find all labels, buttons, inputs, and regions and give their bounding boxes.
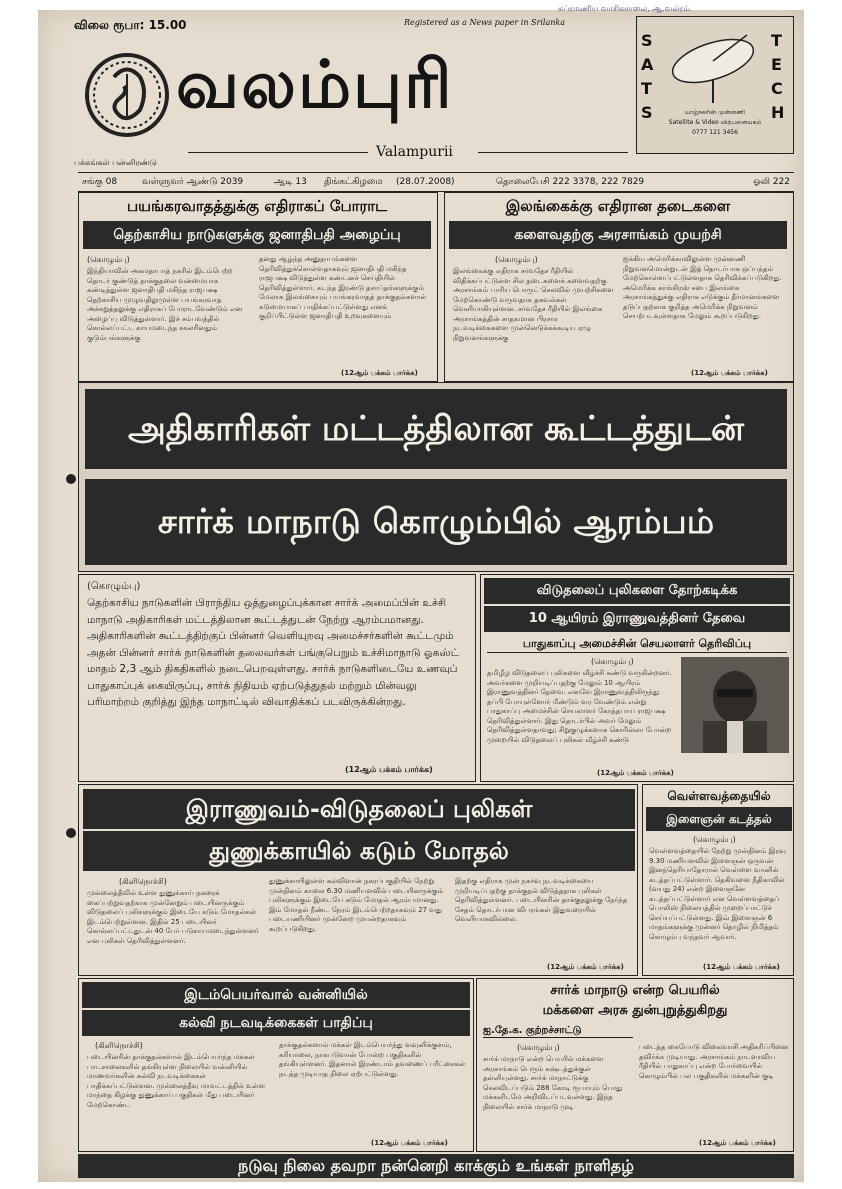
lead-story-body bbox=[78, 574, 476, 782]
story2-headline2: களைவதற்கு அரசாங்கம் முயற்சி bbox=[449, 221, 787, 249]
story7-dateline: (கொழும்பு) bbox=[517, 1043, 560, 1052]
story3-headline2: 10 ஆயிரம் இராணுவத்தினர் தேவை bbox=[484, 606, 790, 632]
story2-dateline: (கொழும்பு) bbox=[495, 255, 538, 264]
story3-dateline: (கொழும்பு) bbox=[591, 657, 634, 666]
price-label: விலை ரூபா: 15.00 bbox=[74, 18, 187, 32]
registered-note: Registered as a News paper in Srilanka bbox=[404, 18, 566, 27]
story6-col2: தாக்குதல்களால் மக்கள் இடம்பெயர்ந்து வவுனிக்குளம், கரியாலை, நாகபடுவான் போன்ற பகுதிகளில் தங்கியுள்ளனர். இதனால் இரண்டாம் தவணைப் பரீட்சைகள் நடத்த முடியாத நிலை ஏற்பட்டுள்ளது. bbox=[279, 1041, 466, 1078]
lead-dateline: (கொழும்பு) bbox=[87, 581, 141, 592]
story2-continued: (12ஆம் பக்கம் பார்க்க) bbox=[691, 369, 768, 377]
story1-col2: தனது ஆழ்ந்த அனுதாபங்களை தெரிவித்துக்கொள்வதாகவும் ஜனாதிபதி மகிந்த ராஜபக்ஷ விடுத்துள்ள கண்டனச் செய்தியில் தெரிவித்துள்ளார். கடந்த இரண்டு தசாப்தங்களுக்கும் மேலாக இலங்கையும் பயங்கரவாதத் தாக்குதல்களால் கடுமையாகப் பாதிக்கப்பட்டுள்ளது எனக் குறிப்பிட்டுள்ள ஜனாதிபதி உறவுகளையும் bbox=[259, 255, 427, 320]
story3-headline1: விடுதலைப் புலிகளை தோற்கடிக்க bbox=[484, 578, 790, 604]
story-education bbox=[78, 978, 474, 1152]
sats-tech-ad bbox=[636, 16, 794, 154]
phone-numbers: தொலைபேசி 222 3378, 222 7829 bbox=[496, 177, 645, 187]
story-ltte-troops bbox=[480, 574, 794, 782]
story7-col1: சார்க் மாநாடு என்ற பெயரில் மக்களை அரசாங்கம் பெரும் கஷ்டத்துக்குள் தள்ளியுள்ளது. சார்க் மாநாட்டுக்கு செலவிடப்படும் 288 கோடி ரூபாயும் பொது மக்களிடமே அறிவிடப்படவுள்ளது. இந்த நிலையில் சார்க் மாநாடு முடி bbox=[483, 1055, 623, 1111]
lead-headline2: சார்க் மாநாடு கொழும்பில் ஆரம்பம் bbox=[85, 479, 787, 565]
story3-subhead: பாதுகாப்பு அமைச்சின் செயலாளர் தெரிவிப்பு bbox=[487, 637, 787, 653]
story7-continued: (12ஆம் பக்கம் பார்க்க) bbox=[699, 1139, 776, 1147]
story4-col1: முல்லைத்தீவில் உள்ள துணுக்காய் நகரைக் கைப்பற்றுவதற்காக முன்னேறும் படையினருக்கும் விடுதலைப் புலிகளுக்கும் இடையே கடும் மோதல்கள் இடம்பெற்றுள்ளன. இதில் 25 படையினர் கொல்லப்பட்டதுடன் 40 பேர் படுகாயமடைந்துள்ளனர் என புலிகள் தெரிவித்துள்ளனர். bbox=[87, 889, 259, 945]
story-sanctions bbox=[444, 192, 794, 382]
tamil-year: வள்ளுவர் ஆண்டு 2039 bbox=[142, 177, 244, 187]
story2-headline1: இலங்கைக்கு எதிரான தடைகளை bbox=[505, 197, 731, 215]
story-president-terror bbox=[78, 192, 438, 382]
olai-number: ஓலி 222 bbox=[753, 177, 790, 187]
story1-col1: இந்தியாவின் அகமதாபாத் நகரில் இடம்பெற்ற தொடர் குண்டுத் தாக்குதலை வன்மையாக கண்டித்துள்ள ஜனாதிபதி மகிந்த ராஜபக்ஷ தெற்காசிய முழுவதிலுமுள்ள பயங்கரவாத அச்சுறுத்தலுக்கு எதிராகப் போராடவேண்டும் என அழைப்பு விடுத்துள்ளார். இச் சம்பவத்தில் கொல்லப்பட்ட காயமடைந்த சகலரினதும் குடும்பங்களுக்கு bbox=[87, 267, 243, 342]
footer-motto: நடுவு நிலை தவறா நன்னெறி காக்கும் உங்கள் நாளிதழ் bbox=[78, 1154, 794, 1178]
story3-body: தமிழீழ விடுதலைப் புலிகளை வீழ்ச்சி கண்டு வருகின்றனர். அவர்களை முறியடிப்பதற்கு மேலும் 10 ஆயிரம் இராணுவத்தினர் தேவை. எனவே இராணுவத்திலிருந்து தப்பி போயுள்ளோர் மீண்டும் வர வேண்டும் என்று பாதுகாப்பு அமைச்சின் செயலாளர் கோத்தபாய ராஜபக்ஷ தெரிவித்துள்ளார். இது தொடர்பில் அவர் மேலும் தெரிவித்துள்ளதாவது; சிறுகுழுக்களாக கொரில்லா போன்ற முறையில் விடுதலைப் புலிகள் வீழ்ச்சி கண்டு bbox=[487, 669, 672, 744]
story6-headline2: கல்வி நடவடிக்கைகள் பாதிப்பு bbox=[82, 1010, 470, 1036]
story1-headline1: பயங்கரவாதத்துக்கு எதிராகப் போராட bbox=[126, 197, 388, 215]
ad-line2: Satellite & Video விற்பனையகம் bbox=[668, 119, 762, 126]
official-photo bbox=[681, 657, 789, 753]
story7-col2: படைத்த கையோடு விலைவாசி அதிகரிப்பினை தவிர்க்க முடியாது. அரசாங்கம் நாடளாவிய ரீதியில் பாதுகாப்பு என்ற போர்வையில் கொழும்பில் பல பகுதிகளில் மக்களின் குடி bbox=[639, 1043, 789, 1080]
story6-dateline: (கிளிநொச்சி) bbox=[95, 1041, 143, 1050]
info-bar bbox=[78, 172, 794, 192]
story7-headline1: சார்க் மாநாடு என்ற பெயரில் bbox=[550, 983, 720, 998]
lead-headline-box bbox=[78, 382, 794, 572]
story4-col3: இதற்கு எதிராக முன் நகர்வு நடவடிக்கையை முறியடிப்பதற்கு தாக்குதல் விடுத்ததாக புலிகள் தெரிவித்துள்ளனர். படையினரின் தாக்குதலுக்கு நேர்ந்த சேதம் தொடர்பான விபரங்கள் இதுவரையில் வெளியாகவில்லை. bbox=[455, 877, 628, 923]
binding-hole-top bbox=[66, 474, 76, 484]
library-stamp: சுப்ரமணிய வாசிகசாலை, ஆ.வல்ரம். bbox=[558, 4, 693, 13]
newspaper-page bbox=[38, 4, 804, 1182]
binding-hole-bottom bbox=[66, 828, 76, 838]
story1-headline2: தெற்காசிய நாடுகளுக்கு ஜனாதிபதி அழைப்பு bbox=[83, 221, 431, 249]
tamil-month: ஆடி 13 bbox=[274, 177, 307, 187]
issue-number: சங்கு 08 bbox=[82, 177, 118, 187]
ad-line1: யாழ்நகரின் முன்னணி bbox=[684, 109, 746, 116]
issue-date: (28.07.2008) bbox=[396, 177, 455, 187]
story3-continued: (12ஆம் பக்கம் பார்க்க) bbox=[597, 769, 674, 777]
story7-headline2: மக்களை அரசு துன்புறுத்துகிறது bbox=[542, 1003, 728, 1018]
pages-label: பக்கங்கள் பன்னிரண்டு bbox=[74, 158, 157, 167]
story6-continued: (12ஆம் பக்கம் பார்க்க) bbox=[371, 1139, 448, 1147]
newspaper-title: வலம்புரி bbox=[176, 46, 454, 123]
story6-headline1: இடம்பெயர்வால் வன்னியில் bbox=[82, 982, 470, 1008]
story4-dateline: (கிளிநொச்சி) bbox=[119, 877, 167, 886]
satellite-dish-icon bbox=[663, 25, 769, 109]
story5-body: வெள்ளவத்தையில் நேற்று முன்தினம் இரவு 9.30 மணியளவில் இளைஞன் ஒருவன் இனந்தெரியாதோரால் வெள்ளை வானில் கடத்தப்பட்டுள்ளார். தெகிவளை நீதிகாவில் (வயது 24) என்ற இளைஞனே கடத்தப்பட்டுள்ளார் என வெள்ளவத்தைப் பொலிஸ் நிலையத்தில் முறைப்பாட்டுச் செய்யப்பட்டுள்ளது. இவ் இளைஞன் 6 மாதங்களுக்கு முன்னர் தொழில் நிமித்தம் கொழும்பு வந்தவர் ஆவார். bbox=[649, 847, 786, 941]
story5-continued: (12ஆம் பக்கம் பார்க்க) bbox=[703, 963, 780, 971]
lead-body-text: தெற்காசிய நாடுகளின் பிராந்திய ஒத்துழைப்புக்கான சார்க் அமைப்பின் உச்சி மாநாடு அதிகாரிகள் மட்டத்திலான கூட்டத்துடன் நேற்று ஆரம்பமானது. அதிகாரிகளின் கூட்டத்திற்குப் பின்னர் வெளியுறவு அமைச்சர்களின் கூட்டமும் அதன் பின்னர் சார்க் நாடுகளின் தலைவர்கள் பங்குபெறும் உச்சிமாநாடு ஓகஸ்ட் மாதம் 2,3 ஆம் திகதிகளில் நடைபெறவுள்ளது. சார்க் நாடுகளிடையே உணவுப் பாதுகாப்புக் கையிருப்பு, சார்க் நிதியம் ஏற்படுத்துதல் மற்றும் மின்வலு பரிமாற்றம் குறித்து இந்த மாநாட்டில் விவாதிக்கப் படவிருக்கின்றது. bbox=[87, 597, 460, 708]
story-unp-charge bbox=[476, 978, 794, 1152]
story7-subhead: ஐ.தே.க. குற்றச்சாட்டு bbox=[483, 1025, 633, 1038]
lead-continued: (12ஆம் பக்கம் பார்க்க) bbox=[345, 765, 433, 774]
ad-right-word: TECH bbox=[771, 31, 785, 122]
story5-headline2: இளைஞன் கடத்தல் bbox=[646, 807, 792, 831]
story4-continued: (12ஆம் பக்கம் பார்க்க) bbox=[547, 963, 624, 971]
newspaper-subtitle: Valampurii bbox=[376, 144, 453, 160]
ad-line3: 0777 121 3456 bbox=[692, 129, 738, 136]
ad-left-word: SATS bbox=[641, 31, 654, 122]
story1-continued: (12ஆம் பக்கம் பார்க்க) bbox=[341, 369, 418, 377]
story-abduction bbox=[642, 784, 794, 976]
weekday: திங்கட்கிழமை bbox=[324, 177, 383, 187]
conch-logo bbox=[84, 52, 170, 138]
subtitle-rule-right bbox=[478, 152, 628, 153]
story5-dateline: (கொழும்பு) bbox=[693, 835, 736, 844]
lead-headline1: அதிகாரிகள் மட்டத்திலான கூட்டத்துடன் bbox=[85, 389, 787, 469]
story4-headline1: இராணுவம்-விடுதலைப் புலிகள் bbox=[83, 789, 635, 829]
story2-col1: இலங்கைக்கு எதிராக சர்வதேச ரீதியில் விதிக்கப்பட்டுள்ள சில தடைகளைக் களைவதற்கு அரசாங்கம் பாரிய பொருட் செலவில் முயற்சிகளை மேற்கொண்டு வருவதாக தகவல்கள் வெளியாகியுள்ளன. சர்வதேச ரீதியில் இலங்கை அரசாங்கத்தின் சாதகமான பிரசார நடவடிக்கைகளை முன்னெடுக்கக்கூடிய ஏழு நிறுவனங்களுக்கு bbox=[453, 267, 614, 342]
subtitle-rule-left bbox=[188, 152, 368, 153]
story2-col2: ஐக்கிய அமெரிக்காவிலுள்ள முன்னணி நிறுவனமொன்றுடன் இத் தொடர்பாக ஒப்பந்தம் மேற்கொள்ளப்பட்டுள்ளதாக தெரிவிக்கப்படுகிறது. அமெரிக்க காங்கிரஸ் சபை இலங்கை அரசாங்கத்துக்கு எதிராக எடுக்கும் தீர்மானங்களை தடுப்பதற்காக குறித்த அமெரிக்க நிறுவனம் செயற்படவுள்ளதாக மேலும் கூறப்படுகிறது. bbox=[623, 255, 782, 320]
story6-col1: படையினரின் தாக்குதல்களால் இடம்பெயர்ந்த மக்கள் பாடசாலைகளில் தங்கியுள்ள நிலையில் வன்னியில் மாணவர்களின் கல்வி நடவடிக்கைகள் பாதிக்கப்பட்டுள்ளன. முல்லைத்தீவு மாவட்டத்தில் உள்ள மாந்தை கிழக்கு துணுக்காய் பகுதிகள் மீது படையினர் மேற்கொண்ட bbox=[87, 1053, 266, 1109]
story5-headline1: வெள்ளவத்தையில் bbox=[667, 789, 771, 803]
story1-dateline: (கொழும்பு) bbox=[87, 255, 130, 264]
story4-col2: துணுக்காயிலுள்ள கல்விளான் நகரப்பகுதியில் நேற்று முன்தினம் காலை 6.30 மணியளவில் படையினருக்கும் புலிகளுக்கும் இடையே கடும் மோதல் ஆரம்பமானது. இம் மோதல் நீண்ட நேரம் இடம்பெற்றதாகவும் 27 வது படையணியினர் முன்னேற முயன்றதாகவும் கூறப்படுகிறது. bbox=[269, 877, 444, 933]
story4-headline2: துணுக்காயில் கடும் மோதல் bbox=[83, 831, 635, 871]
story-clashes bbox=[78, 784, 638, 976]
